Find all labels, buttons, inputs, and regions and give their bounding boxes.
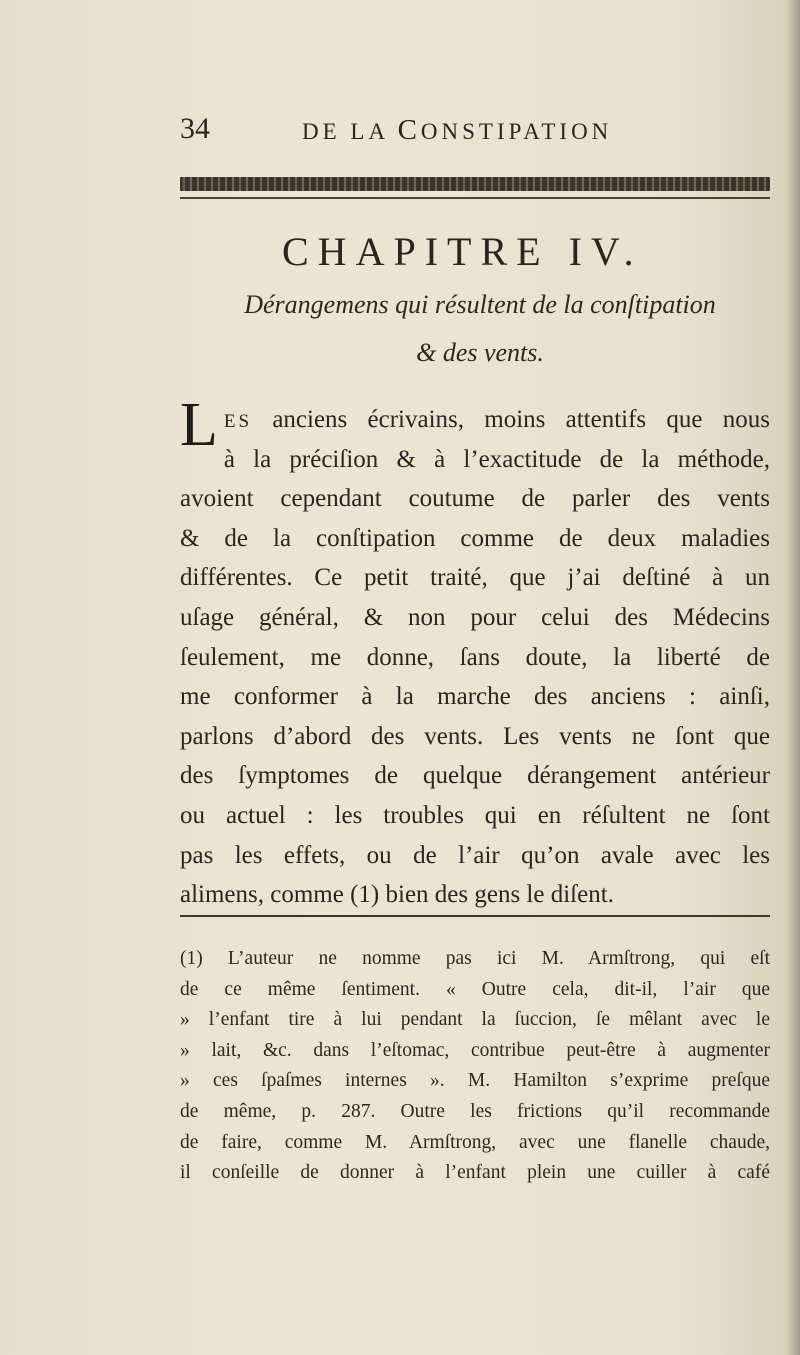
body-smallcaps: ES: [223, 411, 253, 432]
body-line: alimens, comme (1) bien des gens le diſent.: [180, 881, 614, 909]
body-line: ou actuel : les troubles qui en réſultent ne ſont: [180, 801, 770, 829]
body-line: [180, 400, 770, 440]
body-line: me conformer à la marche des anciens : ainſi,: [180, 683, 770, 711]
body-line: différentes. Ce petit traité, que j’ai deſtiné à un: [180, 564, 770, 592]
chapter-title: CHAPITRE IV.: [282, 229, 643, 274]
footnote-line: de faire, comme M. Armſtrong, avec une flanelle chaude,: [180, 1131, 770, 1153]
body-line: parlons d’abord des vents. Les vents ne ſont que: [180, 722, 770, 750]
header-ornament-band: [180, 177, 770, 191]
running-head: [180, 112, 740, 152]
body-line: & de la conſtipation comme de deux maladies: [180, 524, 770, 552]
footnote-line: de même, p. 287. Outre les frictions qu’il recommande: [180, 1100, 770, 1122]
page-edge-shadow: [786, 0, 800, 1355]
body-line: à la préciſion & à l’exactitude de la méthode,: [223, 445, 770, 473]
body-line: uſage général, & non pour celui des Médecins: [180, 603, 770, 631]
running-title-rest: ONSTIPATION: [420, 119, 613, 144]
body-line-text: anciens écrivains, moins attentifs que nous: [252, 406, 770, 433]
body-paragraph: [180, 391, 770, 915]
footnote-rule: [180, 915, 770, 917]
footnote: [180, 944, 770, 1189]
footnote-line: de ce même ſentiment. « Outre cela, dit-il, l’air que: [180, 978, 770, 1000]
footnote-line: » ces ſpaſmes internes ». M. Hamilton s’exprime preſque: [180, 1070, 770, 1092]
chapter-subtitle-line-2: & des vents.: [416, 338, 544, 367]
running-title-cap: C: [397, 114, 421, 146]
footnote-line: il conſeille de donner à l’enfant plein une cuiller à café: [180, 1162, 770, 1184]
body-line: ſeulement, me donne, ſans doute, la liberté de: [180, 643, 770, 671]
drop-cap: L: [180, 391, 218, 459]
chapter-subtitle-line-1: Dérangemens qui résultent de la conſtipation: [244, 290, 716, 319]
running-title: [302, 114, 612, 147]
footnote-line: » lait, &c. dans l’eſtomac, contribue peut-être à augmenter: [180, 1039, 770, 1061]
footnote-line: (1) L’auteur ne nomme pas ici M. Armſtrong, qui eſt: [180, 948, 770, 969]
body-line: des ſymptomes de quelque dérangement antérieur: [180, 762, 770, 790]
footnote-line: » l’enfant tire à lui pendant la ſuccion, ſe mêlant avec le: [180, 1009, 770, 1031]
body-line: pas les effets, ou de l’air qu’on avale avec les: [180, 841, 770, 869]
body-line: avoient cependant coutume de parler des vents: [180, 485, 770, 513]
running-title-pre: DE LA: [302, 119, 398, 144]
page-number: 34: [180, 112, 210, 145]
header-rule: [180, 197, 770, 199]
